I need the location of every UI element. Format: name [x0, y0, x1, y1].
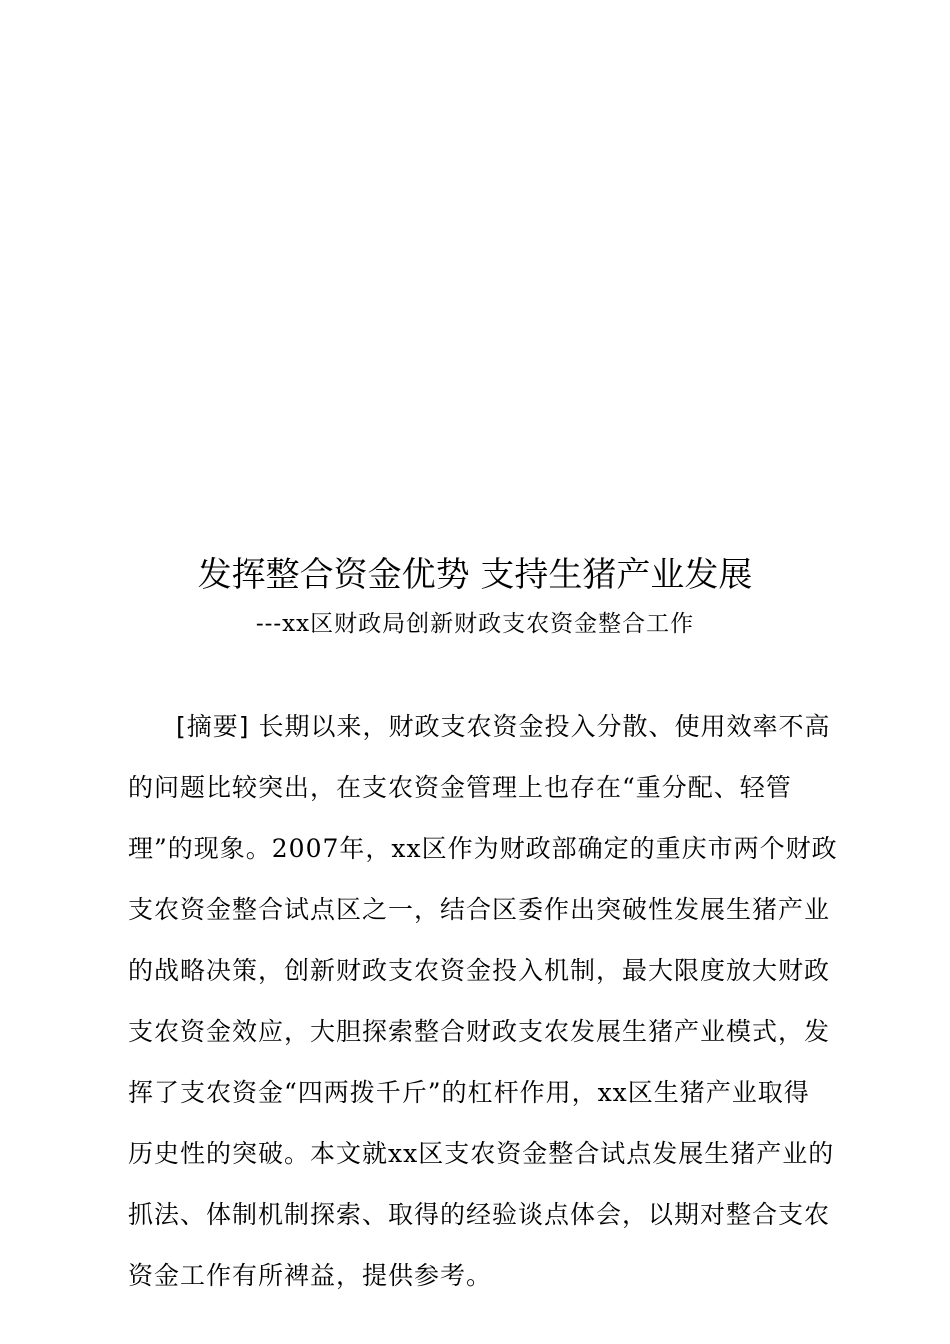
- abstract-line: 挥了支农资金“四两拨千斤”的杠杆作用，xx区生猪产业取得: [128, 1078, 810, 1107]
- abstract-line: 抓法、体制机制探索、取得的经验谈点体会，以期对整合支农: [128, 1200, 831, 1229]
- abstract-label: [摘要]: [176, 712, 250, 741]
- document-subtitle: ---xx区财政局创新财政支农资金整合工作: [255, 611, 695, 637]
- abstract-line: 的战略决策，创新财政支农资金投入机制，最大限度放大财政: [128, 956, 831, 985]
- document-title: 发挥整合资金优势 支持生猪产业发展: [197, 555, 753, 595]
- abstract-line: 理”的现象。2007年，xx区作为财政部确定的重庆市两个财政: [128, 834, 838, 863]
- abstract-line: 的问题比较突出，在支农资金管理上也存在“重分配、轻管: [128, 773, 792, 802]
- abstract-line: 支农资金效应，大胆探索整合财政支农发展生猪产业模式，发: [128, 1017, 831, 1046]
- abstract-paragraph: [128, 707, 838, 1317]
- abstract-line: 历史性的突破。本文就xx区支农资金整合试点发展生猪产业的: [128, 1139, 835, 1168]
- abstract-line: [128, 707, 831, 768]
- abstract-text: 长期以来，财政支农资金投入分散、使用效率不高: [249, 712, 831, 741]
- abstract-line: 支农资金整合试点区之一，结合区委作出突破性发展生猪产业: [128, 895, 831, 924]
- abstract-line: 资金工作有所裨益，提供参考。: [128, 1261, 493, 1290]
